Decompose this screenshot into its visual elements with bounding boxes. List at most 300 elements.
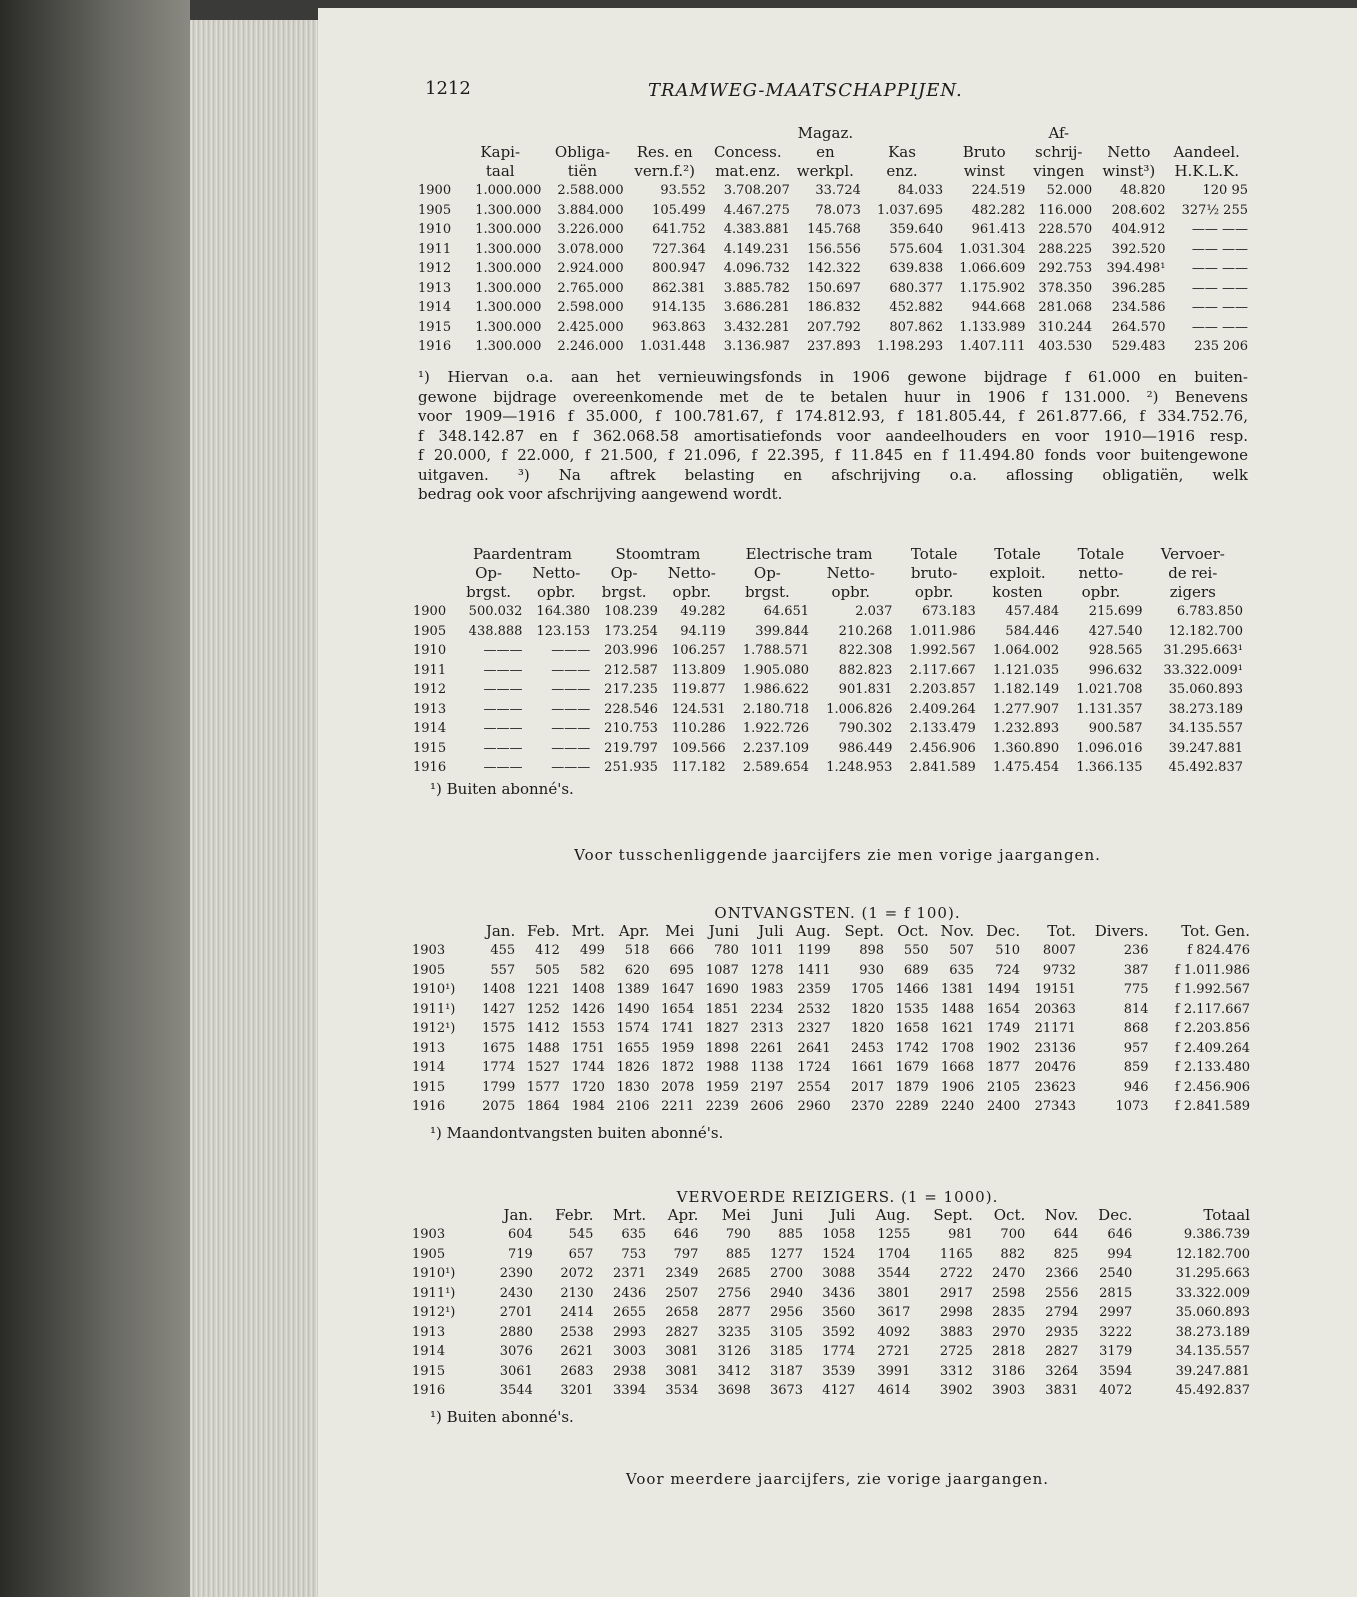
table-cell: 775 <box>1123 982 1149 997</box>
table-cell: 2327 <box>797 1021 831 1036</box>
table-cell: 6.783.850 <box>1176 604 1243 619</box>
table-row <box>412 1097 1250 1117</box>
table-cell: 84.033 <box>897 183 944 198</box>
table-cell: 3187 <box>769 1363 804 1379</box>
table-cell: 1252 <box>526 1001 560 1017</box>
table-cell: 957 <box>1123 1040 1149 1056</box>
table-cell: 1.300.000 <box>475 261 542 276</box>
table-cell <box>412 922 471 941</box>
book-page <box>318 8 1357 1597</box>
table-row <box>412 1303 1250 1323</box>
table-row <box>413 680 1243 700</box>
table-cell: 700 <box>1000 1227 1026 1242</box>
table-row <box>413 719 1243 739</box>
table-cell: 4614 <box>877 1383 911 1398</box>
table-cell: 1902 <box>987 1040 1021 1056</box>
table-cell: 1.248.953 <box>826 760 893 775</box>
table-cell: 1661 <box>850 1060 885 1075</box>
table-cell: 1138 <box>750 1060 784 1075</box>
table-cell: 1915 <box>413 740 447 756</box>
table-cell: 1524 <box>822 1246 856 1262</box>
table-cell: 4.149.231 <box>723 241 790 257</box>
table-cell: 1058 <box>822 1227 856 1242</box>
table-cell: 2359 <box>797 982 831 997</box>
table-cell: 2621 <box>560 1344 594 1359</box>
table-cell: 116.000 <box>1038 202 1093 218</box>
table-cell: 882.823 <box>838 662 893 678</box>
table-row <box>412 1245 1250 1265</box>
ontvangsten-footnote: ¹) Maandontvangsten buiten abonné's. <box>430 1124 724 1142</box>
table-cell: 1910 <box>418 222 452 237</box>
table-cell: 1.096.016 <box>1076 740 1143 756</box>
table-cell: exploit. <box>989 564 1046 582</box>
table-cell: 1912¹) <box>412 1021 456 1036</box>
table-cell: 620 <box>624 962 650 978</box>
table-cell: 900.587 <box>1088 721 1143 736</box>
table-cell: 1827 <box>705 1021 739 1036</box>
table-cell: 164.380 <box>536 604 591 619</box>
table-cell: Totale <box>910 545 958 563</box>
table-cell: 3186 <box>992 1363 1026 1379</box>
table-cell <box>861 124 943 143</box>
table-cell: 1903 <box>412 1227 446 1242</box>
table-cell: 689 <box>903 962 929 978</box>
table-cell: 882 <box>1000 1246 1026 1262</box>
table-cell: 438.888 <box>468 623 523 639</box>
table-cell: 2400 <box>987 1099 1021 1114</box>
table-cell: 2722 <box>939 1266 973 1281</box>
table-cell: 1912 <box>413 682 447 697</box>
table-cell: ——— <box>551 721 591 736</box>
table-cell: 2.409.264 <box>909 701 976 717</box>
table-cell: 2453 <box>850 1040 885 1056</box>
table-row <box>412 980 1250 1000</box>
table-cell: 646 <box>673 1227 699 1242</box>
table-cell: f 2.133.480 <box>1174 1060 1250 1075</box>
table-cell: Magaz. <box>797 124 854 142</box>
table-cell: 452.882 <box>889 300 944 315</box>
table-cell: 9.386.739 <box>1183 1227 1250 1242</box>
table-cell: ——— <box>483 701 523 717</box>
table-cell: 2815 <box>1099 1285 1133 1301</box>
table-cell: 1.011.986 <box>909 623 976 639</box>
table-cell: 2658 <box>665 1305 699 1320</box>
table-cell: ——— <box>483 662 523 678</box>
table-cell: 1864 <box>526 1099 560 1114</box>
table-cell: 1799 <box>482 1079 516 1095</box>
table-cell: Apr. <box>667 1206 699 1224</box>
table-cell: 48.820 <box>1119 183 1166 198</box>
table-cell: 2880 <box>499 1324 533 1340</box>
table-cell: 2106 <box>616 1099 650 1114</box>
table-cell: 753 <box>621 1246 647 1262</box>
table-cell: 327½ 255 <box>1181 202 1248 218</box>
table-cell: 210.753 <box>604 721 658 736</box>
table-cell: 457.484 <box>1005 604 1060 619</box>
table-cell: 1.006.826 <box>826 701 893 717</box>
reizigers-footnote: ¹) Buiten abonné's. <box>430 1408 574 1426</box>
table-cell: 1905 <box>413 623 447 639</box>
table-cell: 45.492.837 <box>1175 1383 1250 1398</box>
table-cell: 2211 <box>661 1099 695 1114</box>
table-cell: taal <box>485 162 515 180</box>
table-cell: 1255 <box>877 1227 911 1242</box>
table-cell: 1408 <box>482 982 516 997</box>
table-cell: 507 <box>949 943 975 958</box>
footnote-line: uitgaven. ³) Na aftrek belasting en afschrijving o.a. aflossing obligatiën, welk <box>418 465 1248 484</box>
table-cell: Stoomtram <box>615 545 701 563</box>
table-cell: 2997 <box>1099 1305 1133 1320</box>
table-cell: 961.413 <box>971 222 1026 237</box>
table-cell: 575.604 <box>889 241 944 257</box>
table-cell: opbr. <box>914 583 954 601</box>
page-edges <box>190 20 320 1597</box>
table-cell: 3081 <box>665 1344 699 1359</box>
table-cell: Res. en <box>636 143 693 161</box>
table-cell: ——— <box>551 760 591 775</box>
table-cell: 2470 <box>992 1266 1026 1281</box>
table-cell: Op- <box>475 564 503 582</box>
table-cell: 412 <box>535 943 560 958</box>
table-cell: 1.300.000 <box>475 202 542 218</box>
table-cell: f 2.409.264 <box>1174 1040 1250 1056</box>
table-cell: Sept. <box>933 1206 973 1224</box>
table-cell: 868 <box>1123 1021 1149 1036</box>
table-cell: 1.300.000 <box>475 319 542 335</box>
table-cell: 120 95 <box>1202 183 1248 198</box>
table-cell: 4072 <box>1099 1383 1133 1398</box>
table-cell: ——— <box>551 662 591 678</box>
table-cell: 1.360.890 <box>993 740 1060 756</box>
table-cell: 228.570 <box>1038 222 1093 237</box>
table-cell: 3312 <box>939 1363 973 1379</box>
table-cell: 1466 <box>895 982 929 997</box>
table-cell: 2370 <box>850 1099 885 1114</box>
table-cell: 1679 <box>895 1060 929 1075</box>
table-cell <box>418 143 459 162</box>
table-cell: 3412 <box>717 1363 751 1379</box>
table-cell: werkpl. <box>796 162 854 180</box>
table-cell: 1906 <box>941 1079 975 1095</box>
table-cell: 2835 <box>992 1305 1026 1320</box>
table-cell: 237.893 <box>807 339 861 354</box>
table-cell: 3903 <box>992 1383 1026 1398</box>
table-cell: winst³) <box>1102 162 1156 180</box>
table-cell: 1742 <box>895 1040 929 1056</box>
table-cell: mat.enz. <box>715 162 781 180</box>
table-cell: 545 <box>568 1227 594 1242</box>
table-cell: 1.277.907 <box>993 701 1060 717</box>
ontvangsten-table <box>412 922 1250 1117</box>
table-cell <box>413 583 455 602</box>
table-cell: 1658 <box>895 1021 929 1036</box>
table-cell: 251.935 <box>604 760 658 775</box>
table-cell: 281.068 <box>1038 300 1093 315</box>
table-cell: 1.133.989 <box>959 319 1026 335</box>
table-cell: 31.295.663¹ <box>1163 643 1243 658</box>
table-row <box>412 1362 1250 1382</box>
table-cell: Dec. <box>986 922 1021 940</box>
table-cell: 2877 <box>717 1305 751 1320</box>
table-cell <box>413 564 455 583</box>
table-cell: Mrt. <box>571 922 605 940</box>
table-row <box>413 641 1243 661</box>
table-cell: 727.364 <box>652 241 706 257</box>
table-cell: 1911¹) <box>412 1001 456 1017</box>
table-cell: 1411 <box>797 962 831 978</box>
table-cell: 3126 <box>717 1344 751 1359</box>
table-cell: 1744 <box>571 1060 605 1075</box>
header-row <box>413 564 1243 583</box>
table-cell: 3544 <box>499 1383 533 1398</box>
table-cell: 2240 <box>941 1099 975 1114</box>
table-cell: Af- <box>1048 124 1070 142</box>
table-cell: 1910¹) <box>412 982 456 997</box>
table-cell: 3179 <box>1099 1344 1133 1359</box>
table-cell: 1774 <box>482 1060 516 1075</box>
table-cell: 1912¹) <box>412 1305 456 1320</box>
table-cell: 1.905.080 <box>742 662 810 678</box>
table-cell: 2366 <box>1045 1266 1079 1281</box>
table-cell: 1900 <box>413 604 447 619</box>
table-cell: 1.300.000 <box>475 280 542 296</box>
table-cell: 228.546 <box>604 701 658 717</box>
table-cell: opbr. <box>1081 583 1121 601</box>
table-cell: 1.121.035 <box>993 662 1060 678</box>
table-cell: Feb. <box>527 922 560 940</box>
table-cell: 1914 <box>412 1060 446 1075</box>
table-cell: 403.530 <box>1038 339 1093 354</box>
table-cell: 1577 <box>526 1079 560 1095</box>
table-cell: 3.226.000 <box>557 222 624 237</box>
table-cell: 2938 <box>613 1363 647 1379</box>
table-cell: 1905 <box>418 202 452 218</box>
table-cell <box>943 124 1025 143</box>
table-cell: 45.492.837 <box>1168 760 1243 775</box>
table-cell: 12.182.700 <box>1175 1246 1250 1262</box>
table-cell: 3.078.000 <box>557 241 624 257</box>
table-cell: 64.651 <box>763 604 810 619</box>
table-cell: —— —— <box>1191 300 1248 315</box>
table-cell: 885 <box>778 1227 804 1242</box>
table-cell: 2701 <box>499 1305 533 1320</box>
table-cell: 1983 <box>750 982 784 997</box>
exploitation-table <box>413 545 1243 778</box>
table-cell: 2.588.000 <box>557 183 624 198</box>
table-cell: 3592 <box>822 1324 856 1340</box>
table-cell: 724 <box>995 962 1021 978</box>
table-cell: opbr. <box>672 583 712 601</box>
table-cell: 215.699 <box>1088 604 1143 619</box>
table-cell: 946 <box>1123 1079 1149 1095</box>
table-cell: 1.992.567 <box>909 643 976 658</box>
table-cell: 208.602 <box>1111 202 1166 218</box>
table-row <box>412 1078 1250 1098</box>
table-cell <box>1165 124 1248 143</box>
table-cell: 3534 <box>665 1383 699 1398</box>
table-cell: 150.697 <box>807 280 861 296</box>
table-cell: 944.668 <box>971 300 1026 315</box>
table-cell: 1911¹) <box>412 1285 456 1301</box>
table-row <box>412 961 1250 981</box>
table-cell: 142.322 <box>807 261 861 276</box>
table-cell: 93.552 <box>660 183 706 198</box>
table-cell: 800.947 <box>652 261 706 276</box>
table-cell: 2606 <box>750 1099 784 1114</box>
table-cell: 224.519 <box>971 183 1026 198</box>
table-cell: 219.797 <box>604 740 658 756</box>
table-cell: 33.322.009 <box>1175 1285 1250 1301</box>
table-cell: 3991 <box>877 1363 911 1379</box>
table-cell: 4092 <box>877 1324 911 1340</box>
table-cell: winst <box>963 162 1005 180</box>
table-cell: 1690 <box>705 982 739 997</box>
table-cell: 1708 <box>941 1040 975 1056</box>
table-cell: 21171 <box>1034 1021 1076 1036</box>
table-cell: 217.235 <box>604 682 658 697</box>
table-cell: 2.598.000 <box>557 300 624 315</box>
table-cell: 2917 <box>939 1285 973 1301</box>
table-cell: 3003 <box>613 1344 647 1359</box>
table-row <box>418 279 1248 299</box>
table-cell: 39.247.881 <box>1175 1363 1250 1379</box>
table-cell: 1654 <box>987 1001 1021 1017</box>
table-cell: 2313 <box>750 1021 784 1036</box>
table-cell: 885 <box>725 1246 751 1262</box>
table-cell: —— —— <box>1191 241 1248 257</box>
table-cell: 123.153 <box>536 623 591 639</box>
table-cell: 1913 <box>418 280 452 296</box>
table-cell: 1.366.135 <box>1076 760 1143 775</box>
table-cell: 646 <box>1107 1227 1133 1242</box>
table-cell: 203.996 <box>604 643 658 658</box>
page-title: TRAMWEG-MAATSCHAPPIJEN. <box>648 80 963 101</box>
table-cell: Nov. <box>1044 1206 1079 1224</box>
table-cell: 234.586 <box>1111 300 1166 315</box>
table-cell: 2075 <box>482 1099 516 1114</box>
table-cell: 2.237.109 <box>742 740 810 756</box>
table-cell: f 2.203.856 <box>1174 1021 1250 1036</box>
table-row <box>418 298 1248 318</box>
table-cell: 1749 <box>987 1021 1021 1036</box>
table-cell: 928.565 <box>1088 643 1143 658</box>
table-cell: Mei <box>721 1206 751 1224</box>
table-cell: 2940 <box>769 1285 804 1301</box>
table-cell: tiën <box>567 162 598 180</box>
table-cell: 1427 <box>482 1001 516 1017</box>
footnote-line: bedrag ook voor afschrijving aangewend wordt. <box>418 485 783 503</box>
table-cell: 3081 <box>665 1363 699 1379</box>
table-cell: 2598 <box>992 1285 1026 1301</box>
table-cell: 901.831 <box>838 682 893 697</box>
table-cell: Tot. <box>1047 922 1076 940</box>
footnote-line: f 20.000, f 22.000, f 21.500, f 21.096, f 22.395, f 11.845 en f 11.494.80 fonds voor buitengewone <box>418 446 1248 464</box>
table-cell: 2261 <box>750 1040 784 1056</box>
table-cell: 207.792 <box>807 319 861 335</box>
table-row <box>413 739 1243 759</box>
table-cell: 2641 <box>797 1040 831 1056</box>
table-cell: 1668 <box>941 1060 975 1075</box>
table-cell: 1751 <box>571 1040 605 1056</box>
table-cell: 2998 <box>939 1305 973 1320</box>
table-cell: 1905 <box>412 962 446 978</box>
table-cell: 39.247.881 <box>1168 740 1243 756</box>
table-cell: 2390 <box>499 1266 533 1281</box>
table-cell: 1877 <box>987 1060 1021 1075</box>
table-cell: Nov. <box>940 922 975 940</box>
table-cell: 2130 <box>560 1285 594 1301</box>
table-cell: Kapi- <box>480 143 521 161</box>
table-cell: 1073 <box>1115 1099 1149 1114</box>
table-cell: Kas <box>888 143 916 161</box>
table-cell: 1.922.726 <box>742 721 810 736</box>
table-cell <box>459 124 541 143</box>
table-cell: 455 <box>490 943 516 958</box>
table-cell: Totaal <box>1203 1206 1250 1224</box>
table-cell: 1872 <box>661 1060 695 1075</box>
table-cell: 582 <box>580 962 605 978</box>
footnote-line: ¹) Hiervan o.a. aan het vernieuwingsfonds in 1906 gewone bijdrage f 61.000 en buiten- <box>418 368 1248 386</box>
table-cell: 20363 <box>1034 1001 1076 1017</box>
table-cell: 1988 <box>705 1060 739 1075</box>
table-cell: 1535 <box>895 1001 929 1017</box>
table-row <box>412 1225 1250 1245</box>
table-cell: 1915 <box>412 1363 446 1379</box>
table-cell: 94.119 <box>680 623 726 639</box>
table-cell: 2289 <box>895 1099 929 1114</box>
table-row <box>418 259 1248 279</box>
table-cell: 1705 <box>850 982 885 997</box>
table-cell: 1959 <box>705 1079 739 1095</box>
table-cell: 2.924.000 <box>557 261 624 276</box>
book-spine <box>0 0 190 1597</box>
table-cell: 814 <box>1123 1001 1149 1017</box>
table-cell: 1488 <box>526 1040 560 1056</box>
table-row <box>413 758 1243 778</box>
table-cell: 1913 <box>413 701 447 717</box>
table-cell: 34.135.557 <box>1175 1344 1250 1359</box>
table-cell: 2970 <box>992 1324 1026 1340</box>
table-cell: Juli <box>758 922 784 940</box>
table-row <box>412 1323 1250 1343</box>
table-cell: 19151 <box>1034 982 1076 997</box>
table-cell: 1.066.609 <box>959 261 1026 276</box>
table-cell: Apr. <box>618 922 650 940</box>
table-cell: Juli <box>830 1206 856 1224</box>
footnote-line: voor 1909—1916 f 35.000, f 100.781.67, f 174.812.93, f 181.805.44, f 261.877.66, f 334.752.76, <box>418 407 1248 425</box>
table-cell: 394.498¹ <box>1106 261 1166 276</box>
table-cell: 3088 <box>822 1266 856 1281</box>
table-cell: 105.499 <box>652 202 706 218</box>
table-cell <box>412 1206 481 1225</box>
table-cell: 790 <box>725 1227 751 1242</box>
table-cell <box>706 124 790 143</box>
table-cell: 27343 <box>1034 1099 1076 1114</box>
table-cell: Aandeel. <box>1173 143 1240 161</box>
table-cell: 2540 <box>1099 1266 1133 1281</box>
table-cell: f 2.841.589 <box>1174 1099 1250 1114</box>
table-cell: 3698 <box>717 1383 751 1398</box>
table-cell: Netto- <box>532 564 581 582</box>
table-cell: ——— <box>483 740 523 756</box>
table-cell: 110.286 <box>671 721 726 736</box>
table-cell: 1898 <box>705 1040 739 1056</box>
table-cell: 2794 <box>1045 1305 1079 1320</box>
table-cell: 1381 <box>941 982 975 997</box>
table-cell: 1851 <box>705 1001 739 1017</box>
table-cell: 1278 <box>750 962 784 978</box>
table-cell <box>418 124 459 143</box>
